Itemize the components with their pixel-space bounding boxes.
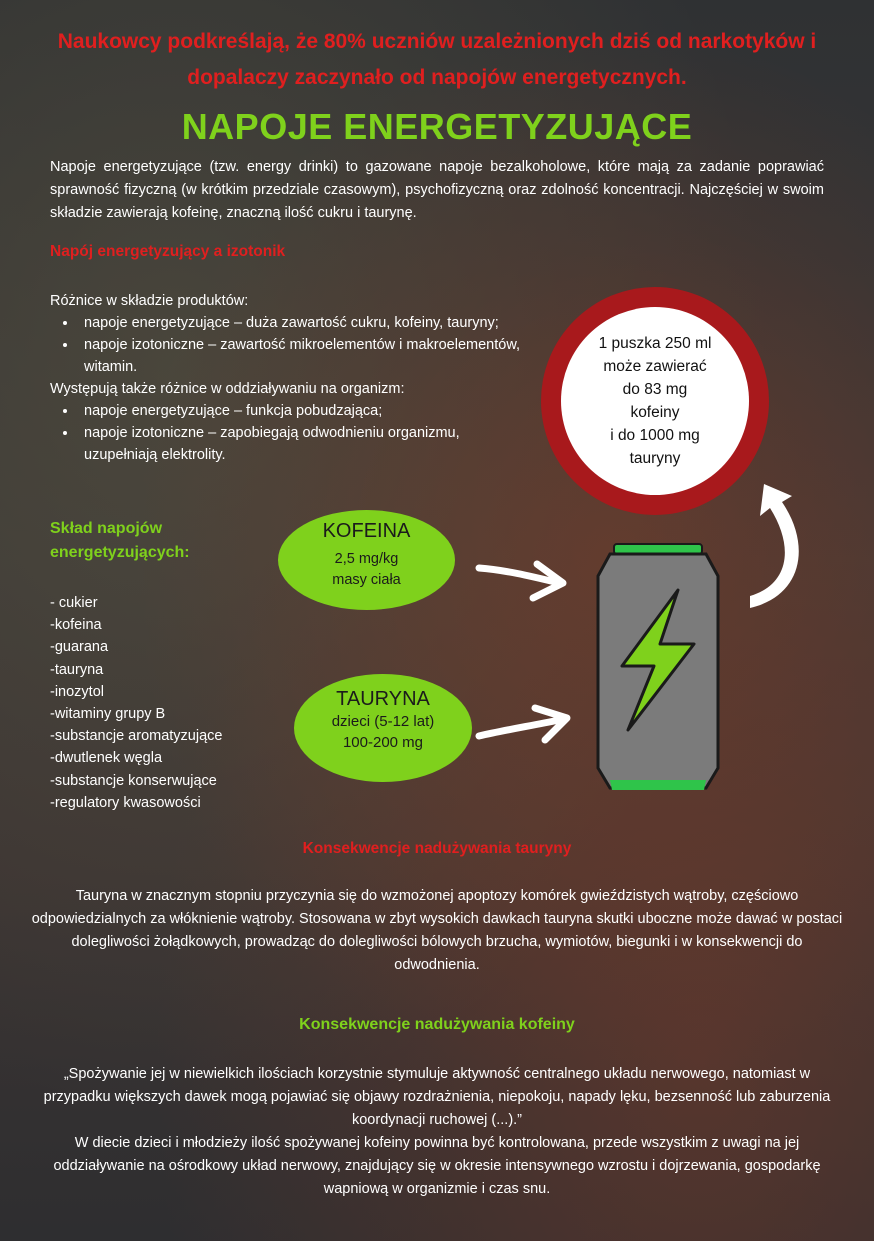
list-item: -guarana	[50, 639, 109, 656]
effects-intro: Występują także różnice w oddziaływaniu na organizm:	[50, 381, 405, 397]
caffeine-section-text: W diecie dzieci i młodzieży ilość spożywanej kofeiny powinna być kontrolowana, przede wszystkim z uwagi na jej oddziaływanie na ośrodkowy układ nerwowy, znajdujący się w okresie intensywnego wzrostu i dojrzewania, gospodarkę wapniową w organizmie i czas snu.	[53, 1135, 821, 1197]
can-info-line: może zawierać	[603, 358, 707, 375]
list-item: • napoje energetyzujące – funkcja pobudzająca;	[78, 400, 530, 422]
energy-can-icon	[592, 542, 724, 794]
can-info-line: tauryny	[629, 450, 681, 467]
arrow-right-icon	[475, 556, 575, 606]
list-item: -substancje konserwujące	[50, 772, 217, 789]
comparison-block	[50, 290, 530, 466]
can-info-line: i do 1000 mg	[610, 427, 700, 444]
list-item: • napoje izotoniczne – zapobiegają odwodnieniu organizmu, uzupełniają elektrolity.	[78, 422, 530, 466]
can-info-line: kofeiny	[630, 404, 680, 421]
ingredients-heading	[50, 517, 270, 565]
caffeine-badge-dose: 2,5 mg/kg	[334, 551, 399, 567]
taurine-section-text: Tauryna w znacznym stopniu przyczynia się do wzmożonej apoptozy komórek gwieździstych wątroby, częściowo odpowiedzialnych za włóknienie wątroby. Stosowana w zbyt wysokich dawkach tauryna skutki uboczne może dawać w postaci dolegliwości żołądkowych, prowadząc do dolegliwości bólowych brzucha, wymiotów, biegunki i w konsekwencji do odwodnienia.	[31, 888, 843, 973]
list-item: - cukier	[50, 595, 98, 611]
list-item: -kofeina	[50, 617, 102, 634]
composition-intro: Różnice w składzie produktów:	[50, 293, 249, 309]
list-item: -tauryna	[50, 661, 104, 678]
warning-headline: Naukowcy podkreślają, że 80% uczniów uzależnionych dziś od narkotyków i dopalaczy zaczynało od napojów energetycznych.	[57, 30, 817, 89]
list-item: • napoje izotoniczne – zawartość mikroelementów i makroelementów, witamin.	[78, 334, 530, 378]
list-item: -inozytol	[50, 683, 104, 700]
can-info-line: 1 puszka 250 ml	[598, 335, 712, 352]
arrow-right-icon	[475, 700, 580, 750]
caffeine-badge	[278, 510, 455, 610]
caffeine-badge-title: KOFEINA	[322, 520, 411, 542]
effects-list	[50, 400, 530, 466]
can-info-text	[561, 307, 749, 495]
can-info-line: do 83 mg	[622, 381, 688, 398]
taurine-badge-title: TAURYNA	[336, 688, 430, 710]
list-item: -substancje aromatyzujące	[50, 728, 223, 745]
curved-arrow-up-icon	[742, 476, 814, 612]
taurine-badge-group: dzieci (5-12 lat)	[331, 713, 435, 730]
caffeine-section-heading: Konsekwencje nadużywania kofeiny	[299, 1016, 575, 1033]
list-item: -witaminy grupy B	[50, 706, 166, 723]
taurine-section-heading: Konsekwencje nadużywania tauryny	[302, 840, 572, 857]
comparison-heading: Napój energetyzujący a izotonik	[50, 243, 286, 260]
intro-paragraph: Napoje energetyzujące (tzw. energy drinki) to gazowane napoje bezalkoholowe, które mają za zadanie poprawiać sprawność fizyczną (w krótkim przedziale czasowym), psychofizyczną oraz zdolność koncentracji. Najczęściej w swoim składzie zawierają kofeinę, znaczną ilość cukru i taurynę.	[50, 159, 824, 221]
ingredients-list	[50, 592, 290, 814]
ingredients-heading-line: energetyzujących:	[50, 544, 190, 561]
taurine-badge-dose: 100-200 mg	[342, 734, 424, 751]
composition-list	[50, 312, 530, 378]
caffeine-section-quote: „Spożywanie jej w niewielkich ilościach korzystnie stymuluje aktywność centralnego układu nerwowego, natomiast w przypadku większych dawek mogą pojawiać się objawy rozdrażnienia, niepokoju, napady lęku, bezsenność lub zaburzenia koordynacji ruchowej (...).”	[43, 1066, 831, 1128]
ingredients-heading-line: Skład napojów	[50, 520, 163, 537]
page-title: NAPOJE ENERGETYZUJĄCE	[181, 106, 693, 147]
list-item: -regulatory kwasowości	[50, 794, 201, 811]
caffeine-badge-unit: masy ciała	[332, 572, 401, 588]
can-info-circle	[541, 287, 769, 515]
list-item: • napoje energetyzujące – duża zawartość cukru, kofeiny, tauryny;	[78, 312, 530, 334]
taurine-badge	[294, 674, 472, 782]
list-item: -dwutlenek węgla	[50, 750, 163, 767]
